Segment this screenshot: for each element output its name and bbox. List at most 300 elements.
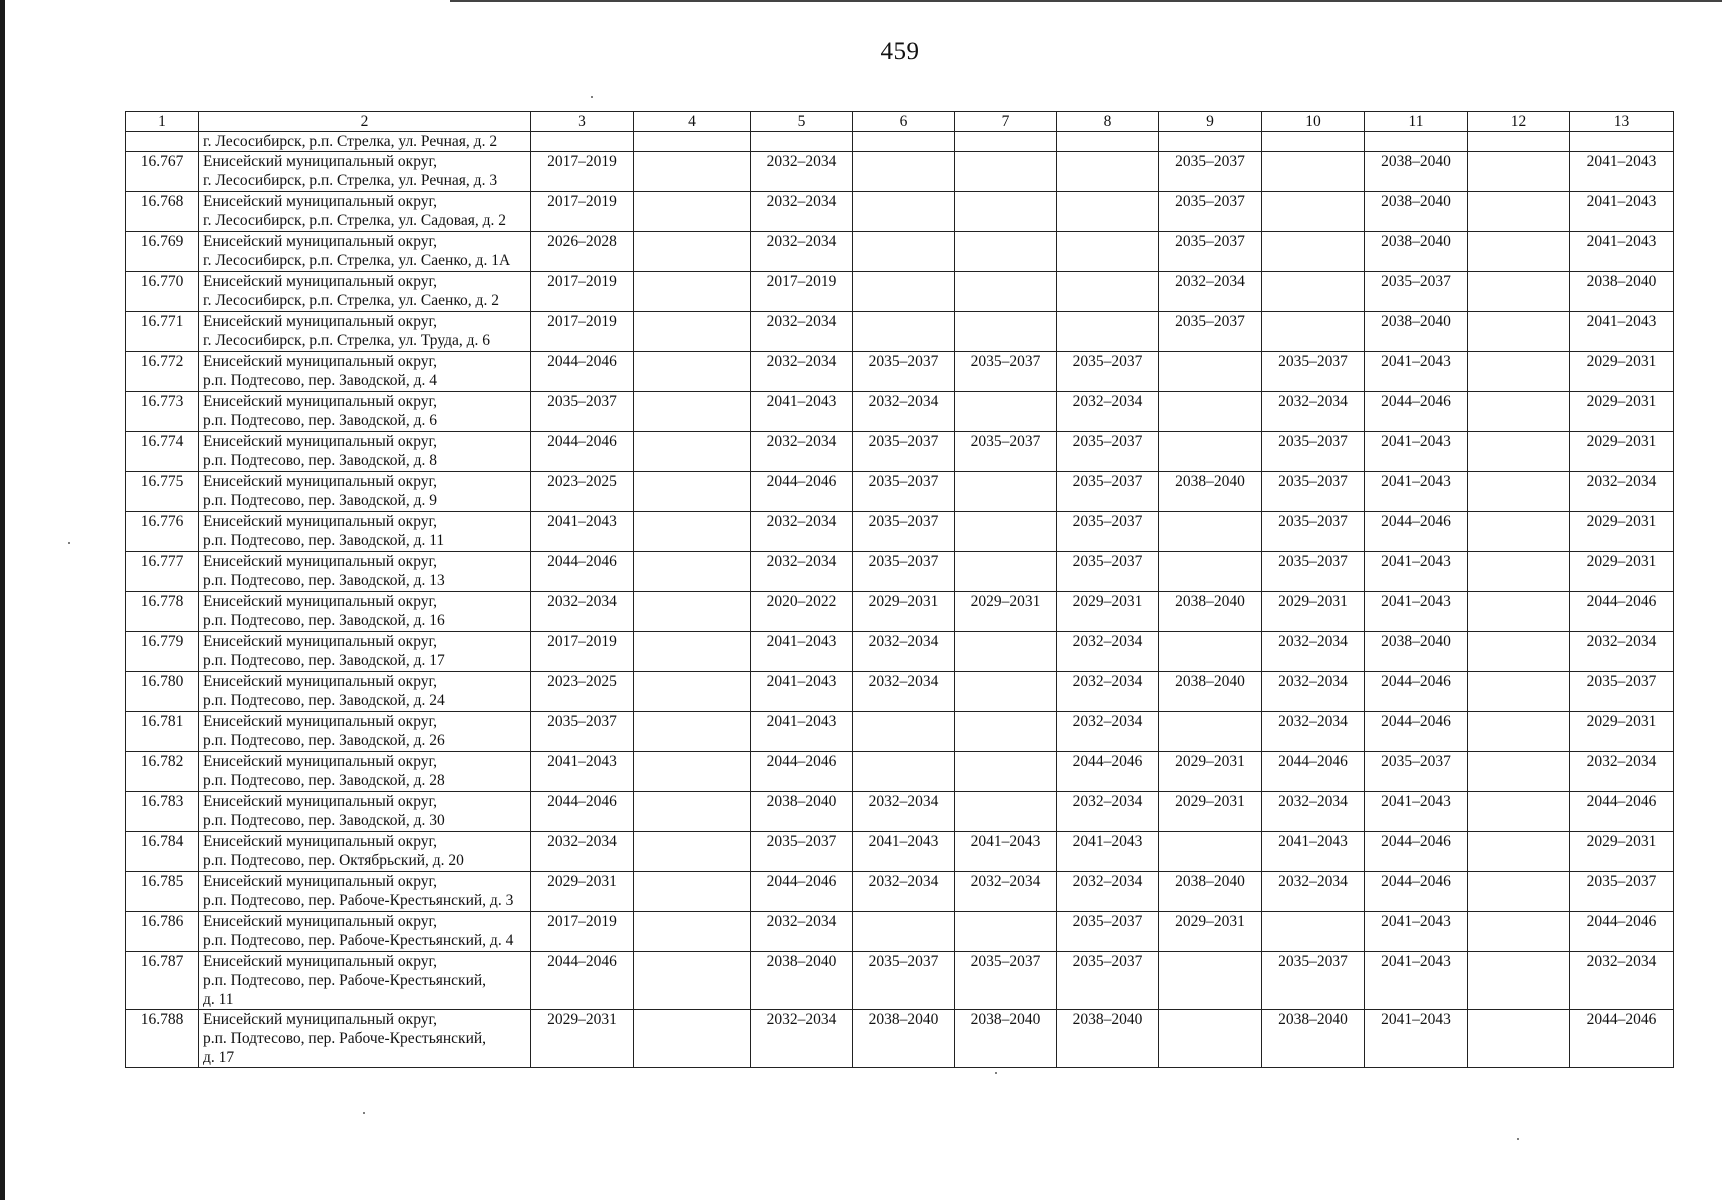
row-number-cell: 16.771 [126,312,199,352]
period-cell: 2032–2034 [853,392,955,432]
period-cell: 2032–2034 [853,632,955,672]
column-header: 12 [1468,112,1570,132]
table-row [126,1010,1674,1068]
address-line: Енисейский муниципальный округ, [203,593,437,610]
address-cell [199,672,531,712]
address-cell [199,872,531,912]
period-cell: 2038–2040 [1159,672,1262,712]
period-cell: 2035–2037 [955,352,1057,392]
period-cell [1468,672,1570,712]
table-cell [1262,132,1365,152]
period-cell: 2032–2034 [1570,752,1674,792]
address-cell [199,352,531,392]
period-cell: 2029–2031 [1570,552,1674,592]
period-cell [853,912,955,952]
address-cell [199,312,531,352]
period-cell: 2017–2019 [531,632,634,672]
period-cell: 2029–2031 [1159,912,1262,952]
period-cell [634,352,751,392]
period-cell [853,152,955,192]
period-cell: 2032–2034 [1057,632,1159,672]
period-cell: 2035–2037 [853,472,955,512]
address-line: р.п. Подтесово, пер. Заводской, д. 6 [203,412,437,429]
period-cell: 2041–2043 [1365,592,1468,632]
address-line: д. 11 [203,991,234,1008]
period-cell: 2035–2037 [1159,232,1262,272]
period-cell: 2032–2034 [853,792,955,832]
address-cell: г. Лесосибирск, р.п. Стрелка, ул. Речная, д. 2 [199,132,531,152]
period-cell: 2029–2031 [1159,792,1262,832]
period-cell [1057,152,1159,192]
period-cell [1262,912,1365,952]
period-cell [955,712,1057,752]
period-cell: 2032–2034 [1262,872,1365,912]
period-cell: 2035–2037 [853,552,955,592]
period-cell: 2032–2034 [1570,472,1674,512]
period-cell: 2041–2043 [1365,472,1468,512]
period-cell: 2041–2043 [751,392,853,432]
period-cell: 2035–2037 [955,952,1057,1010]
address-line: р.п. Подтесово, пер. Заводской, д. 30 [203,812,445,829]
period-cell [1262,272,1365,312]
period-cell: 2032–2034 [1057,392,1159,432]
address-line: Енисейский муниципальный округ, [203,833,437,850]
period-cell [853,272,955,312]
period-cell [634,752,751,792]
period-cell: 2044–2046 [531,792,634,832]
row-number-cell: 16.780 [126,672,199,712]
period-cell [955,312,1057,352]
period-cell: 2032–2034 [751,352,853,392]
period-cell [1159,632,1262,672]
period-cell: 2032–2034 [1262,392,1365,432]
period-cell: 2041–2043 [1365,912,1468,952]
address-line: г. Лесосибирск, р.п. Стрелка, ул. Саенко, д. 2 [203,292,499,309]
period-cell: 2035–2037 [531,712,634,752]
period-cell: 2041–2043 [1365,552,1468,592]
address-line: р.п. Подтесово, пер. Заводской, д. 8 [203,452,437,469]
period-cell [634,552,751,592]
period-cell: 2035–2037 [1057,912,1159,952]
period-cell [634,312,751,352]
row-number-cell: 16.777 [126,552,199,592]
period-cell: 2038–2040 [1159,872,1262,912]
period-cell: 2038–2040 [1570,272,1674,312]
period-cell: 2035–2037 [1159,312,1262,352]
column-header: 6 [853,112,955,132]
period-cell [1468,752,1570,792]
address-line: Енисейский муниципальный округ, [203,433,437,450]
row-number-cell: 16.788 [126,1010,199,1068]
period-cell: 2038–2040 [1365,192,1468,232]
period-cell: 2044–2046 [1570,792,1674,832]
period-cell: 2032–2034 [531,832,634,872]
period-cell: 2032–2034 [955,872,1057,912]
period-cell: 2029–2031 [1057,592,1159,632]
column-header: 11 [1365,112,1468,132]
address-cell [199,432,531,472]
period-cell: 2029–2031 [853,592,955,632]
scan-speck [68,542,70,544]
address-line: Енисейский муниципальный округ, [203,153,437,170]
period-cell: 2035–2037 [853,432,955,472]
period-cell [634,512,751,552]
period-cell: 2035–2037 [1262,432,1365,472]
address-cell [199,1010,531,1068]
scan-edge-top [450,0,1722,2]
row-number-cell: 16.772 [126,352,199,392]
period-cell: 2032–2034 [751,912,853,952]
address-line: г. Лесосибирск, р.п. Стрелка, ул. Садовая, д. 2 [203,212,507,229]
period-cell [1468,552,1570,592]
period-cell: 2035–2037 [1159,152,1262,192]
period-cell: 2035–2037 [531,392,634,432]
address-line: р.п. Подтесово, пер. Заводской, д. 9 [203,492,437,509]
column-header: 3 [531,112,634,132]
address-line: Енисейский муниципальный округ, [203,673,437,690]
period-cell [1159,432,1262,472]
period-cell [955,472,1057,512]
address-line: Енисейский муниципальный округ, [203,473,437,490]
table-row [126,752,1674,792]
period-cell [634,272,751,312]
address-cell [199,592,531,632]
period-cell: 2041–2043 [1057,832,1159,872]
period-cell: 2041–2043 [1570,152,1674,192]
table-cell [1365,132,1468,152]
address-line: Енисейский муниципальный округ, [203,313,437,330]
period-cell: 2032–2034 [853,872,955,912]
period-cell [1468,952,1570,1010]
period-cell: 2035–2037 [1365,272,1468,312]
period-cell [1468,1010,1570,1068]
column-header: 7 [955,112,1057,132]
period-cell [853,712,955,752]
period-cell: 2038–2040 [853,1010,955,1068]
period-cell: 2032–2034 [751,432,853,472]
scan-edge-left [0,0,5,1200]
period-cell: 2035–2037 [955,432,1057,472]
address-line: р.п. Подтесово, пер. Заводской, д. 16 [203,612,445,629]
period-cell: 2038–2040 [1365,152,1468,192]
period-cell: 2041–2043 [751,672,853,712]
period-cell [634,912,751,952]
period-cell: 2032–2034 [751,512,853,552]
period-cell [634,632,751,672]
table-cell [634,132,751,152]
period-cell [1468,832,1570,872]
row-number-cell: 16.767 [126,152,199,192]
period-cell: 2041–2043 [1365,352,1468,392]
table-row [126,712,1674,752]
address-cell [199,232,531,272]
period-cell [853,752,955,792]
period-cell: 2029–2031 [1570,512,1674,552]
period-cell [634,872,751,912]
period-cell [1159,1010,1262,1068]
period-cell [634,592,751,632]
period-cell: 2029–2031 [955,592,1057,632]
period-cell [1159,552,1262,592]
row-number-cell: 16.784 [126,832,199,872]
period-cell: 2038–2040 [1365,632,1468,672]
period-cell: 2035–2037 [1570,672,1674,712]
row-number-cell: 16.779 [126,632,199,672]
period-cell: 2044–2046 [1365,712,1468,752]
period-cell: 2032–2034 [1262,632,1365,672]
period-cell [1468,272,1570,312]
address-line: д. 17 [203,1049,235,1066]
period-cell: 2035–2037 [1057,432,1159,472]
period-cell [634,672,751,712]
period-cell: 2038–2040 [1057,1010,1159,1068]
table-cell [751,132,853,152]
address-line: г. Лесосибирск, р.п. Стрелка, ул. Саенко, д. 1А [203,252,511,269]
period-cell: 2026–2028 [531,232,634,272]
table-cell [1159,132,1262,152]
row-number-cell: 16.785 [126,872,199,912]
period-cell: 2035–2037 [1057,952,1159,1010]
period-cell: 2032–2034 [1570,632,1674,672]
period-cell [634,832,751,872]
period-cell: 2035–2037 [1262,352,1365,392]
row-number-cell: 16.781 [126,712,199,752]
address-line: Енисейский муниципальный округ, [203,193,437,210]
address-line: р.п. Подтесово, пер. Заводской, д. 24 [203,692,445,709]
period-cell: 2035–2037 [1057,472,1159,512]
period-cell [1262,312,1365,352]
period-cell [1468,512,1570,552]
address-line: г. Лесосибирск, р.п. Стрелка, ул. Труда, д. 6 [203,332,491,349]
period-cell [1057,312,1159,352]
period-cell: 2032–2034 [751,1010,853,1068]
period-cell: 2041–2043 [1365,792,1468,832]
period-cell: 2044–2046 [1570,592,1674,632]
period-cell: 2041–2043 [531,512,634,552]
address-line: р.п. Подтесово, пер. Заводской, д. 4 [203,372,437,389]
period-cell: 2032–2034 [1262,792,1365,832]
period-cell: 2044–2046 [1365,512,1468,552]
address-line: р.п. Подтесово, пер. Рабоче-Крестьянский, д. 4 [203,932,514,949]
column-header: 10 [1262,112,1365,132]
period-cell: 2035–2037 [1057,512,1159,552]
period-cell: 2041–2043 [751,712,853,752]
period-cell [634,952,751,1010]
row-number-cell: 16.776 [126,512,199,552]
period-cell: 2032–2034 [751,232,853,272]
period-cell [955,232,1057,272]
period-cell [1159,392,1262,432]
address-line: Енисейский муниципальный округ, [203,233,437,250]
period-cell: 2032–2034 [1262,712,1365,752]
period-cell: 2038–2040 [1159,472,1262,512]
period-cell [1468,632,1570,672]
table-row [126,352,1674,392]
period-cell: 2044–2046 [531,432,634,472]
period-cell: 2038–2040 [1159,592,1262,632]
period-cell: 2017–2019 [531,312,634,352]
period-cell: 2044–2046 [1365,832,1468,872]
period-cell [955,192,1057,232]
table-row [126,872,1674,912]
period-cell: 2038–2040 [751,792,853,832]
period-cell: 2038–2040 [955,1010,1057,1068]
column-header: 5 [751,112,853,132]
address-line: Енисейский муниципальный округ, [203,553,437,570]
period-cell [955,912,1057,952]
period-cell: 2032–2034 [1057,792,1159,832]
address-line: р.п. Подтесово, пер. Заводской, д. 17 [203,652,445,669]
table-row [126,792,1674,832]
header-row [126,112,1674,132]
column-header: 13 [1570,112,1674,132]
period-cell [1262,152,1365,192]
period-cell: 2044–2046 [1570,912,1674,952]
address-line: р.п. Подтесово, пер. Заводской, д. 28 [203,772,445,789]
period-cell [1468,912,1570,952]
table-row [126,552,1674,592]
page-number: 459 [880,38,920,65]
period-cell: 2041–2043 [1570,312,1674,352]
period-cell: 2032–2034 [1262,672,1365,712]
period-cell [634,192,751,232]
address-line: р.п. Подтесово, пер. Заводской, д. 26 [203,732,445,749]
column-header: 8 [1057,112,1159,132]
period-cell [1468,152,1570,192]
address-line: Енисейский муниципальный округ, [203,873,437,890]
table-row [126,392,1674,432]
address-line: Енисейский муниципальный округ, [203,273,437,290]
period-cell: 2032–2034 [853,672,955,712]
period-cell: 2035–2037 [1262,552,1365,592]
address-line: Енисейский муниципальный округ, [203,913,437,930]
period-cell: 2041–2043 [531,752,634,792]
period-cell [853,312,955,352]
period-cell [1468,472,1570,512]
period-cell: 2032–2034 [751,192,853,232]
period-cell: 2038–2040 [1365,312,1468,352]
period-cell [955,272,1057,312]
period-cell [1468,352,1570,392]
period-cell: 2044–2046 [1570,1010,1674,1068]
period-cell: 2029–2031 [1570,432,1674,472]
period-cell [955,552,1057,592]
period-cell: 2041–2043 [955,832,1057,872]
row-number-cell: 16.775 [126,472,199,512]
period-cell: 2035–2037 [853,512,955,552]
period-cell: 2044–2046 [531,352,634,392]
address-line: р.п. Подтесово, пер. Рабоче-Крестьянский, д. 3 [203,892,514,909]
column-header: 2 [199,112,531,132]
scan-speck [591,96,593,98]
period-cell: 2032–2034 [751,152,853,192]
period-cell: 2035–2037 [853,952,955,1010]
column-header: 1 [126,112,199,132]
period-cell: 2029–2031 [1570,392,1674,432]
address-line: Енисейский муниципальный округ, [203,713,437,730]
table-cell [955,132,1057,152]
address-cell [199,552,531,592]
period-cell [1468,592,1570,632]
table-cell [531,132,634,152]
period-cell: 2029–2031 [1262,592,1365,632]
period-cell: 2017–2019 [531,152,634,192]
period-cell: 2041–2043 [853,832,955,872]
column-header: 4 [634,112,751,132]
period-cell [955,792,1057,832]
address-line: р.п. Подтесово, пер. Рабоче-Крестьянский, [203,1030,487,1047]
address-cell [199,192,531,232]
period-cell [955,672,1057,712]
address-cell [199,392,531,432]
period-cell: 2044–2046 [531,552,634,592]
address-line: Енисейский муниципальный округ, [203,753,437,770]
scan-speck [995,1072,997,1074]
period-cell: 2035–2037 [751,832,853,872]
period-cell [1468,232,1570,272]
period-cell: 2041–2043 [751,632,853,672]
period-cell: 2044–2046 [1365,672,1468,712]
period-cell [1468,872,1570,912]
period-cell [634,472,751,512]
period-cell [1057,232,1159,272]
period-cell: 2029–2031 [1570,352,1674,392]
table-row [126,632,1674,672]
period-cell [1159,352,1262,392]
period-cell: 2032–2034 [1159,272,1262,312]
period-cell: 2032–2034 [751,312,853,352]
period-cell: 2044–2046 [751,872,853,912]
table-row [126,152,1674,192]
row-number-cell: 16.786 [126,912,199,952]
period-cell [1262,232,1365,272]
address-cell [199,152,531,192]
period-cell: 2017–2019 [531,272,634,312]
period-cell: 2044–2046 [751,472,853,512]
period-cell: 2032–2034 [1570,952,1674,1010]
period-cell [1468,392,1570,432]
column-header: 9 [1159,112,1262,132]
period-cell [955,392,1057,432]
period-cell: 2032–2034 [1057,672,1159,712]
period-cell [1159,952,1262,1010]
period-cell [1468,192,1570,232]
period-cell [1057,272,1159,312]
address-cell [199,752,531,792]
address-line: р.п. Подтесово, пер. Рабоче-Крестьянский, [203,972,487,989]
table-row [126,312,1674,352]
address-cell [199,632,531,672]
period-cell: 2044–2046 [1262,752,1365,792]
table-row [126,472,1674,512]
period-cell [634,232,751,272]
row-number-cell: 16.768 [126,192,199,232]
period-cell [1468,312,1570,352]
period-cell [634,712,751,752]
period-cell: 2017–2019 [531,192,634,232]
table-row [126,672,1674,712]
period-cell: 2035–2037 [1570,872,1674,912]
period-cell: 2035–2037 [1262,952,1365,1010]
address-line: Енисейский муниципальный округ, [203,633,437,650]
period-cell: 2029–2031 [1570,712,1674,752]
period-cell: 2044–2046 [751,752,853,792]
schedule-table [125,111,1674,1068]
period-cell [955,512,1057,552]
address-cell [199,272,531,312]
period-cell: 2035–2037 [1057,552,1159,592]
table-cell [1468,132,1570,152]
